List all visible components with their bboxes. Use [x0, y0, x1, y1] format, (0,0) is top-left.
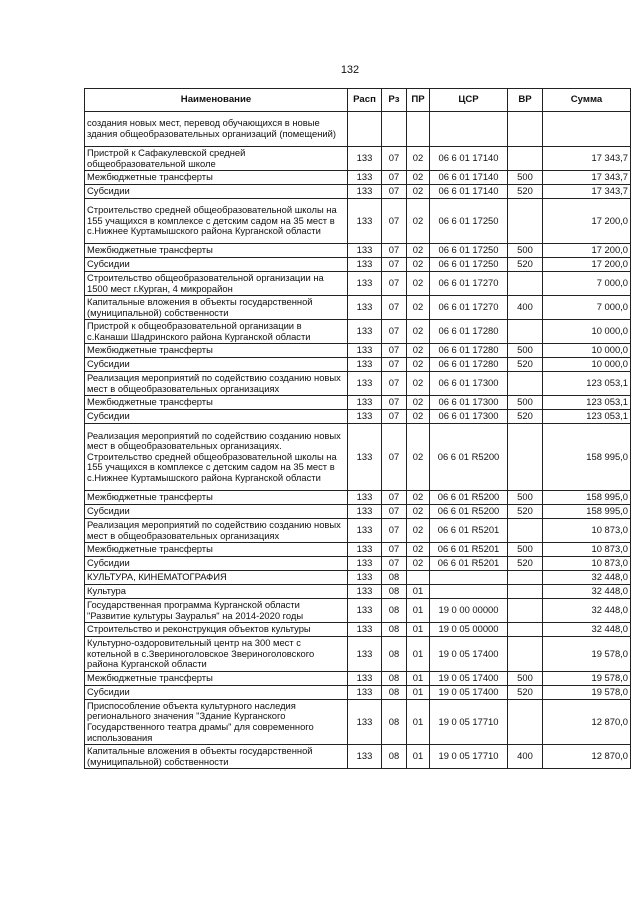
- cell-vr: 520: [508, 686, 543, 700]
- cell-name: Государственная программа Курганской области "Развитие культуры Зауралья" на 2014-2020 годы: [85, 599, 348, 623]
- cell-pr: [407, 112, 430, 147]
- cell-pr: 02: [407, 244, 430, 258]
- cell-rasp: 133: [348, 571, 382, 585]
- cell-sum: 17 200,0: [543, 244, 631, 258]
- table-row: [85, 358, 631, 372]
- cell-name: Субсидии: [85, 557, 348, 571]
- cell-vr: 500: [508, 244, 543, 258]
- cell-sum: 32 448,0: [543, 623, 631, 637]
- cell-sum: 12 870,0: [543, 745, 631, 769]
- cell-csr: 06 6 01 17280: [430, 320, 508, 344]
- cell-rz: 07: [382, 505, 407, 519]
- cell-sum: 17 200,0: [543, 258, 631, 272]
- table-row: [85, 147, 631, 171]
- cell-pr: 02: [407, 543, 430, 557]
- table-row: [85, 745, 631, 769]
- cell-sum: 17 200,0: [543, 199, 631, 244]
- cell-pr: 02: [407, 185, 430, 199]
- cell-rz: 08: [382, 745, 407, 769]
- cell-pr: 02: [407, 372, 430, 396]
- cell-rz: 07: [382, 344, 407, 358]
- cell-pr: 01: [407, 623, 430, 637]
- cell-name: Строительство и реконструкция объектов культуры: [85, 623, 348, 637]
- cell-sum: 123 053,1: [543, 372, 631, 396]
- table-row: [85, 491, 631, 505]
- table-row: [85, 185, 631, 199]
- cell-name: Реализация мероприятий по содействию созданию новых мест в общеобразовательных организациях. Строительство средней общеобразовательной школы на 155 учащихся в комплексе с детским садом на 35 мест в с.Нижнее Куртамышского района Курганской области: [85, 424, 348, 491]
- cell-sum: 123 053,1: [543, 396, 631, 410]
- cell-pr: 01: [407, 686, 430, 700]
- table-row: [85, 637, 631, 672]
- table-row: [85, 171, 631, 185]
- cell-csr: 06 6 01 17300: [430, 396, 508, 410]
- cell-rasp: 133: [348, 424, 382, 491]
- cell-pr: 02: [407, 296, 430, 320]
- cell-rz: 07: [382, 491, 407, 505]
- cell-rz: 07: [382, 147, 407, 171]
- cell-csr: 19 0 00 00000: [430, 599, 508, 623]
- cell-name: Капитальные вложения в объекты государственной (муниципальной) собственности: [85, 745, 348, 769]
- cell-vr: [508, 272, 543, 296]
- cell-sum: 17 343,7: [543, 185, 631, 199]
- cell-sum: 158 995,0: [543, 424, 631, 491]
- table-row: [85, 519, 631, 543]
- cell-pr: 02: [407, 320, 430, 344]
- table-row: [85, 396, 631, 410]
- cell-vr: [508, 623, 543, 637]
- budget-table: [84, 88, 631, 769]
- cell-sum: 32 448,0: [543, 599, 631, 623]
- cell-rasp: [348, 112, 382, 147]
- cell-sum: 19 578,0: [543, 637, 631, 672]
- cell-name: Строительство общеобразовательной организации на 1500 мест г.Курган, 4 микрорайон: [85, 272, 348, 296]
- table-row: [85, 623, 631, 637]
- header-csr: ЦСР: [430, 89, 508, 112]
- cell-sum: 123 053,1: [543, 410, 631, 424]
- cell-vr: 500: [508, 171, 543, 185]
- header-pr: ПР: [407, 89, 430, 112]
- cell-vr: 520: [508, 505, 543, 519]
- cell-rasp: 133: [348, 599, 382, 623]
- cell-rz: 08: [382, 672, 407, 686]
- cell-csr: 06 6 01 R5200: [430, 491, 508, 505]
- cell-name: КУЛЬТУРА, КИНЕМАТОГРАФИЯ: [85, 571, 348, 585]
- cell-name: Капитальные вложения в объекты государственной (муниципальной) собственности: [85, 296, 348, 320]
- header-vr: ВР: [508, 89, 543, 112]
- cell-rz: 07: [382, 543, 407, 557]
- cell-pr: 02: [407, 396, 430, 410]
- cell-sum: [543, 112, 631, 147]
- header-rasp: Расп: [348, 89, 382, 112]
- cell-rasp: 133: [348, 557, 382, 571]
- cell-rasp: 133: [348, 585, 382, 599]
- cell-sum: 12 870,0: [543, 700, 631, 745]
- table-row: [85, 344, 631, 358]
- cell-name: Строительство средней общеобразовательной школы на 155 учащихся в комплексе с детским садом на 35 мест в с.Нижнее Куртамышского района Курганской области: [85, 199, 348, 244]
- header-rz: Рз: [382, 89, 407, 112]
- cell-vr: [508, 585, 543, 599]
- cell-vr: 400: [508, 296, 543, 320]
- cell-rz: 07: [382, 557, 407, 571]
- cell-rz: 07: [382, 272, 407, 296]
- cell-rasp: 133: [348, 258, 382, 272]
- cell-rz: 07: [382, 244, 407, 258]
- cell-rasp: 133: [348, 171, 382, 185]
- table-row: [85, 296, 631, 320]
- cell-rz: 08: [382, 686, 407, 700]
- cell-vr: 500: [508, 543, 543, 557]
- cell-name: Приспособление объекта культурного наследия регионального значения "Здание Курганского Государственного театра драмы" для современного использования: [85, 700, 348, 745]
- cell-sum: 32 448,0: [543, 571, 631, 585]
- cell-csr: 19 0 05 00000: [430, 623, 508, 637]
- cell-pr: 01: [407, 700, 430, 745]
- cell-rasp: 133: [348, 700, 382, 745]
- cell-sum: 10 873,0: [543, 557, 631, 571]
- cell-sum: 10 000,0: [543, 358, 631, 372]
- cell-rasp: 133: [348, 637, 382, 672]
- cell-csr: 19 0 05 17400: [430, 672, 508, 686]
- cell-rz: 08: [382, 623, 407, 637]
- cell-rz: 07: [382, 372, 407, 396]
- table-row: [85, 112, 631, 147]
- cell-csr: [430, 571, 508, 585]
- cell-name: Пристрой к Сафакулевской средней общеобразовательной школе: [85, 147, 348, 171]
- cell-vr: [508, 637, 543, 672]
- cell-pr: 02: [407, 344, 430, 358]
- page-number: 132: [340, 64, 360, 76]
- table-row: [85, 585, 631, 599]
- cell-vr: 520: [508, 410, 543, 424]
- cell-rz: 07: [382, 171, 407, 185]
- cell-rasp: 133: [348, 358, 382, 372]
- cell-vr: 520: [508, 258, 543, 272]
- cell-vr: [508, 320, 543, 344]
- cell-csr: 06 6 01 R5201: [430, 543, 508, 557]
- cell-sum: 17 343,7: [543, 171, 631, 185]
- cell-vr: [508, 372, 543, 396]
- table-row: [85, 410, 631, 424]
- cell-pr: 02: [407, 505, 430, 519]
- cell-vr: [508, 147, 543, 171]
- cell-pr: 02: [407, 171, 430, 185]
- cell-sum: 17 343,7: [543, 147, 631, 171]
- table-row: [85, 686, 631, 700]
- cell-rz: 08: [382, 700, 407, 745]
- cell-vr: [508, 599, 543, 623]
- cell-csr: 19 0 05 17400: [430, 686, 508, 700]
- header-sum: Сумма: [543, 89, 631, 112]
- cell-rz: 07: [382, 519, 407, 543]
- cell-rasp: 133: [348, 543, 382, 557]
- cell-name: Межбюджетные трансферты: [85, 244, 348, 258]
- cell-vr: 500: [508, 344, 543, 358]
- cell-vr: [508, 571, 543, 585]
- cell-rz: 08: [382, 637, 407, 672]
- cell-name: Субсидии: [85, 185, 348, 199]
- cell-name: Межбюджетные трансферты: [85, 491, 348, 505]
- cell-csr: 06 6 01 17270: [430, 272, 508, 296]
- cell-rz: 07: [382, 185, 407, 199]
- cell-name: Межбюджетные трансферты: [85, 171, 348, 185]
- cell-csr: 06 6 01 17140: [430, 185, 508, 199]
- cell-vr: [508, 519, 543, 543]
- cell-rz: 07: [382, 199, 407, 244]
- cell-pr: 02: [407, 424, 430, 491]
- table-header-row: [85, 89, 631, 112]
- cell-rz: 08: [382, 571, 407, 585]
- cell-csr: 06 6 01 17300: [430, 372, 508, 396]
- cell-vr: 400: [508, 745, 543, 769]
- cell-sum: 19 578,0: [543, 672, 631, 686]
- cell-vr: 500: [508, 672, 543, 686]
- cell-sum: 7 000,0: [543, 296, 631, 320]
- cell-name: Пристрой к общеобразовательной организации в с.Канаши Шадринского района Курганской области: [85, 320, 348, 344]
- cell-rasp: 133: [348, 672, 382, 686]
- table-row: [85, 372, 631, 396]
- cell-rasp: 133: [348, 623, 382, 637]
- cell-rz: 07: [382, 358, 407, 372]
- cell-rz: 07: [382, 410, 407, 424]
- cell-csr: 06 6 01 R5200: [430, 424, 508, 491]
- cell-name: Межбюджетные трансферты: [85, 543, 348, 557]
- cell-name: Субсидии: [85, 358, 348, 372]
- cell-rasp: 133: [348, 272, 382, 296]
- cell-name: Реализация мероприятий по содействию созданию новых мест в общеобразовательных организациях: [85, 372, 348, 396]
- table-row: [85, 199, 631, 244]
- cell-pr: 02: [407, 519, 430, 543]
- cell-rasp: 133: [348, 745, 382, 769]
- table-row: [85, 505, 631, 519]
- cell-csr: 06 6 01 17280: [430, 344, 508, 358]
- cell-name: Культура: [85, 585, 348, 599]
- cell-csr: 19 0 05 17400: [430, 637, 508, 672]
- cell-pr: 02: [407, 272, 430, 296]
- cell-sum: 32 448,0: [543, 585, 631, 599]
- cell-name: Субсидии: [85, 258, 348, 272]
- cell-vr: [508, 199, 543, 244]
- cell-pr: 02: [407, 557, 430, 571]
- cell-sum: 158 995,0: [543, 491, 631, 505]
- table-row: [85, 557, 631, 571]
- cell-rasp: 133: [348, 505, 382, 519]
- cell-sum: 10 873,0: [543, 519, 631, 543]
- cell-pr: 01: [407, 745, 430, 769]
- cell-pr: 02: [407, 199, 430, 244]
- table-body: [85, 112, 631, 769]
- cell-csr: 06 6 01 R5201: [430, 519, 508, 543]
- cell-name: Межбюджетные трансферты: [85, 396, 348, 410]
- table-row: [85, 543, 631, 557]
- cell-rasp: 133: [348, 296, 382, 320]
- cell-csr: 19 0 05 17710: [430, 700, 508, 745]
- cell-csr: 06 6 01 17280: [430, 358, 508, 372]
- cell-rasp: 133: [348, 185, 382, 199]
- cell-vr: 520: [508, 557, 543, 571]
- cell-rasp: 133: [348, 410, 382, 424]
- cell-rasp: 133: [348, 372, 382, 396]
- cell-pr: 01: [407, 672, 430, 686]
- cell-name: Субсидии: [85, 410, 348, 424]
- cell-rz: 07: [382, 258, 407, 272]
- cell-csr: 06 6 01 17250: [430, 244, 508, 258]
- cell-rasp: 133: [348, 491, 382, 505]
- cell-vr: [508, 700, 543, 745]
- cell-pr: 02: [407, 410, 430, 424]
- cell-sum: 10 873,0: [543, 543, 631, 557]
- cell-pr: 01: [407, 637, 430, 672]
- cell-csr: 06 6 01 17300: [430, 410, 508, 424]
- cell-name: Культурно-оздоровительный центр на 300 мест с котельной в с.Звериноголовское Звериноголовского района Курганской области: [85, 637, 348, 672]
- cell-rasp: 133: [348, 519, 382, 543]
- header-name: Наименование: [85, 89, 348, 112]
- cell-csr: [430, 585, 508, 599]
- cell-rasp: 133: [348, 147, 382, 171]
- table-row: [85, 244, 631, 258]
- cell-csr: 06 6 01 17140: [430, 147, 508, 171]
- table-row: [85, 272, 631, 296]
- cell-name: создания новых мест, перевод обучающихся в новые здания общеобразовательных организаций (помещений): [85, 112, 348, 147]
- cell-rz: 07: [382, 424, 407, 491]
- cell-rz: 07: [382, 296, 407, 320]
- cell-rasp: 133: [348, 686, 382, 700]
- cell-pr: [407, 571, 430, 585]
- cell-csr: 06 6 01 17270: [430, 296, 508, 320]
- cell-csr: 06 6 01 17250: [430, 199, 508, 244]
- cell-vr: 520: [508, 358, 543, 372]
- cell-rz: 07: [382, 396, 407, 410]
- table-row: [85, 424, 631, 491]
- table-row: [85, 700, 631, 745]
- cell-pr: 02: [407, 491, 430, 505]
- cell-csr: 06 6 01 17250: [430, 258, 508, 272]
- cell-vr: 520: [508, 185, 543, 199]
- cell-rasp: 133: [348, 396, 382, 410]
- cell-pr: 02: [407, 358, 430, 372]
- cell-pr: 02: [407, 258, 430, 272]
- cell-sum: 19 578,0: [543, 686, 631, 700]
- cell-csr: 06 6 01 R5201: [430, 557, 508, 571]
- cell-pr: 02: [407, 147, 430, 171]
- cell-rz: 08: [382, 585, 407, 599]
- cell-rz: 08: [382, 599, 407, 623]
- table-row: [85, 599, 631, 623]
- cell-rz: 07: [382, 320, 407, 344]
- cell-rasp: 133: [348, 320, 382, 344]
- cell-rasp: 133: [348, 344, 382, 358]
- cell-csr: 19 0 05 17710: [430, 745, 508, 769]
- table-row: [85, 258, 631, 272]
- cell-vr: [508, 424, 543, 491]
- cell-name: Субсидии: [85, 686, 348, 700]
- cell-name: Субсидии: [85, 505, 348, 519]
- cell-rz: [382, 112, 407, 147]
- cell-sum: 158 995,0: [543, 505, 631, 519]
- cell-pr: 01: [407, 585, 430, 599]
- cell-vr: 500: [508, 491, 543, 505]
- cell-name: Межбюджетные трансферты: [85, 672, 348, 686]
- cell-sum: 7 000,0: [543, 272, 631, 296]
- cell-rasp: 133: [348, 244, 382, 258]
- cell-sum: 10 000,0: [543, 320, 631, 344]
- cell-name: Реализация мероприятий по содействию созданию новых мест в общеобразовательных организациях: [85, 519, 348, 543]
- cell-pr: 01: [407, 599, 430, 623]
- cell-rasp: 133: [348, 199, 382, 244]
- table-row: [85, 672, 631, 686]
- cell-csr: [430, 112, 508, 147]
- cell-vr: 500: [508, 396, 543, 410]
- table-row: [85, 320, 631, 344]
- cell-csr: 06 6 01 17140: [430, 171, 508, 185]
- cell-name: Межбюджетные трансферты: [85, 344, 348, 358]
- cell-vr: [508, 112, 543, 147]
- table-row: [85, 571, 631, 585]
- cell-csr: 06 6 01 R5200: [430, 505, 508, 519]
- cell-sum: 10 000,0: [543, 344, 631, 358]
